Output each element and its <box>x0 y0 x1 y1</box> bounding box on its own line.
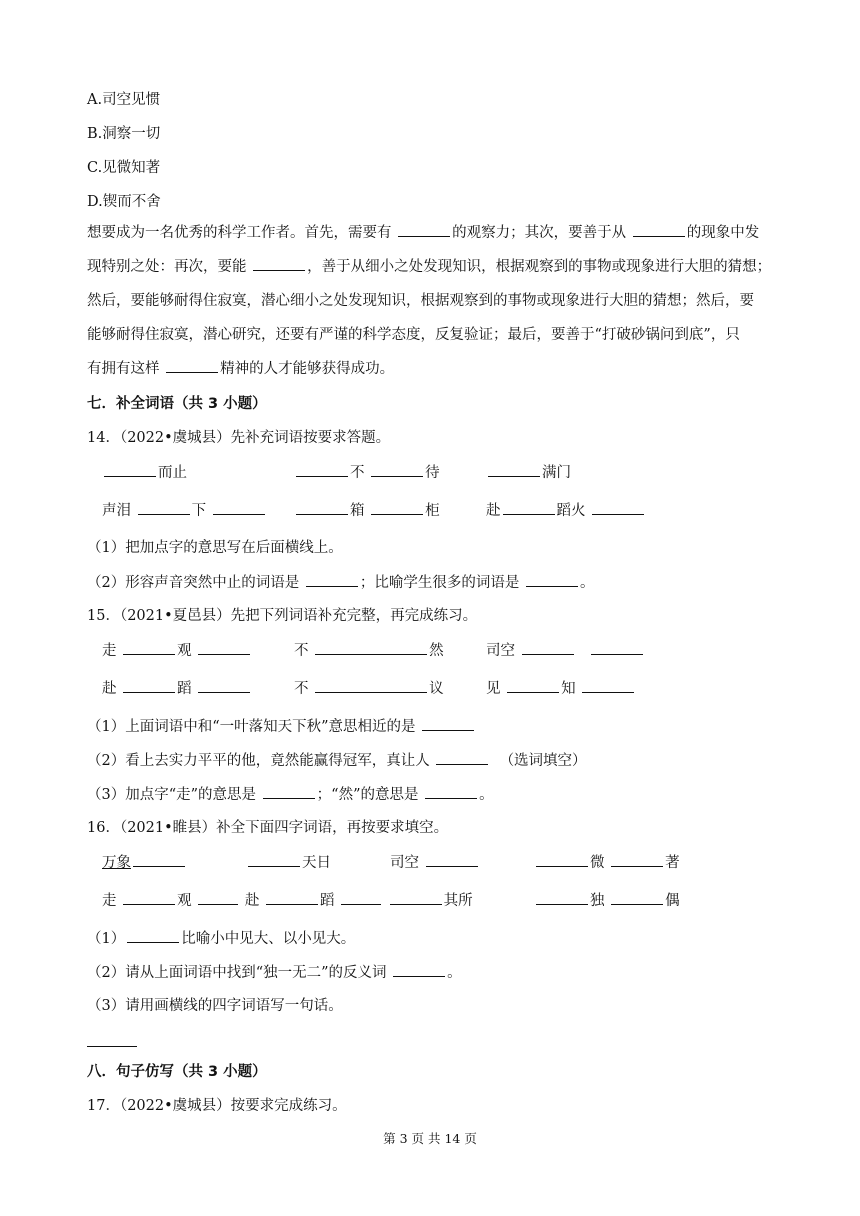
passage-text: 能够耐得住寂寞，潜心研究，还要有严谨的科学态度，反复验证；最后，要善于“打破砂锅问到底”，只 <box>87 327 740 343</box>
fill-blank[interactable] <box>611 852 663 867</box>
sub-question <box>87 572 594 593</box>
sub-question: （1）把加点字的意思写在后面横线上。 <box>87 540 343 556</box>
word-text: 箱 <box>350 503 370 519</box>
sub-question-text: （1）上面词语中和“一叶落知天下秋”意思相近的是 <box>87 719 421 735</box>
fill-blank[interactable] <box>371 462 423 477</box>
word-row <box>102 678 802 698</box>
word-text: 司空 <box>486 643 520 659</box>
fill-blank[interactable] <box>611 890 663 905</box>
word-row <box>102 462 802 482</box>
fill-blank[interactable] <box>198 640 250 655</box>
word-text: 著 <box>665 855 680 871</box>
sub-question-text: （2）看上去实力平平的他，竟然能赢得冠军，真让人 <box>87 753 435 769</box>
word-text: 蹈 <box>319 893 340 909</box>
fill-blank[interactable] <box>213 500 265 515</box>
fill-blank[interactable] <box>266 890 318 905</box>
fill-blank[interactable] <box>253 256 305 271</box>
fill-blank[interactable] <box>133 852 185 867</box>
sub-question-text: 。 <box>579 575 595 591</box>
word-text: 微 <box>590 855 610 871</box>
word-text: 赴 <box>102 681 122 697</box>
underlined-word: 万象 <box>102 855 131 871</box>
option-a: A.司空见惯 <box>87 92 161 108</box>
fill-blank[interactable] <box>315 640 427 655</box>
word-text: 天日 <box>302 855 331 871</box>
word-text: 不 <box>294 643 314 659</box>
fill-blank[interactable] <box>123 640 175 655</box>
fill-blank[interactable] <box>123 890 175 905</box>
sub-question <box>87 962 462 983</box>
passage-text: 的现象中发 <box>686 225 760 241</box>
option-d: D.锲而不舍 <box>87 194 161 210</box>
word-text: 见 <box>486 681 506 697</box>
fill-blank[interactable] <box>296 462 348 477</box>
fill-blank[interactable] <box>127 928 179 943</box>
word-text: 司空 <box>390 855 424 871</box>
fill-blank[interactable] <box>371 500 423 515</box>
fill-blank[interactable] <box>341 890 381 905</box>
sub-question: （3）请用画横线的四字词语写一句话。 <box>87 998 343 1014</box>
passage <box>87 216 777 386</box>
fill-blank[interactable] <box>503 500 555 515</box>
word-text: 走 <box>102 643 122 659</box>
word-text: 其所 <box>443 893 473 909</box>
word-text: 赴 <box>244 893 264 909</box>
fill-blank[interactable] <box>526 572 578 587</box>
question-stem: 14．（2022•虞城县）先补充词语按要求答题。 <box>87 430 391 446</box>
sub-question <box>87 928 355 949</box>
option-c: C.见微知著 <box>87 160 161 176</box>
word-text: 不 <box>350 465 370 481</box>
question-stem: 17．（2022•虞城县）按要求完成练习。 <box>87 1098 347 1114</box>
word-text: 议 <box>429 681 444 697</box>
word-text: 待 <box>425 465 440 481</box>
fill-blank[interactable] <box>398 222 450 237</box>
sub-question <box>87 784 494 805</box>
fill-blank[interactable] <box>436 750 488 765</box>
section-heading: 七．补全词语（共 3 小题） <box>87 396 267 412</box>
fill-blank[interactable] <box>138 500 190 515</box>
passage-text: ，善于从细小之处发现知识，根据观察到的事物或现象进行大胆的猜想； <box>307 259 772 275</box>
fill-blank[interactable] <box>507 678 559 693</box>
fill-blank[interactable] <box>425 784 477 799</box>
fill-blank[interactable] <box>633 222 685 237</box>
word-text: 然 <box>429 643 444 659</box>
passage-text: 想要成为一名优秀的科学工作者。首先，需要有 <box>87 225 397 241</box>
word-text: 不 <box>294 681 314 697</box>
fill-blank[interactable] <box>426 852 478 867</box>
fill-blank[interactable] <box>198 678 250 693</box>
fill-blank[interactable] <box>422 716 474 731</box>
sub-question-text: 比喻小中见大、以小见大。 <box>181 931 356 947</box>
fill-blank[interactable] <box>582 678 634 693</box>
word-text: 观 <box>177 643 197 659</box>
passage-text: 的观察力；其次，要善于从 <box>452 225 631 241</box>
sub-question-text: 。 <box>479 787 494 803</box>
fill-blank[interactable] <box>306 572 358 587</box>
word-row <box>102 890 802 910</box>
fill-blank[interactable] <box>592 500 644 515</box>
option-b: B.洞察一切 <box>87 126 161 142</box>
fill-blank[interactable] <box>393 962 445 977</box>
word-row <box>102 640 802 660</box>
sub-question-text: ；“然”的意思是 <box>316 787 424 803</box>
sub-question <box>87 750 587 771</box>
fill-blank[interactable] <box>536 890 588 905</box>
word-text: 而止 <box>158 465 187 481</box>
sub-question-text: 。 <box>447 965 462 981</box>
sub-question-text: （3）加点字“走”的意思是 <box>87 787 261 803</box>
fill-blank[interactable] <box>198 890 238 905</box>
sub-question-text: （2）请从上面词语中找到“独一无二”的反义词 <box>87 965 392 981</box>
sub-question-text: （1） <box>87 931 126 947</box>
sub-question-text: （2）形容声音突然中止的词语是 <box>87 575 304 591</box>
passage-text: 有拥有这样 <box>87 361 165 377</box>
passage-text: 然后，要能够耐得住寂寞，潜心细小之处发现知识，根据观察到的事物或现象进行大胆的猜想；然后，要 <box>87 293 754 309</box>
fill-blank[interactable] <box>104 462 156 477</box>
fill-blank[interactable] <box>166 358 218 373</box>
word-text: 观 <box>177 893 197 909</box>
sub-question-text: ；比喻学生很多的词语是 <box>359 575 524 591</box>
page-footer: 第 3 页 共 14 页 <box>383 1131 477 1146</box>
question-stem: 15．（2021•夏邑县）先把下列词语补充完整，再完成练习。 <box>87 608 478 624</box>
fill-blank[interactable] <box>248 852 300 867</box>
word-text: 独 <box>590 893 610 909</box>
fill-blank[interactable] <box>296 500 348 515</box>
passage-text: 现特别之处：再次，要能 <box>87 259 252 275</box>
question-stem: 16．（2021•睢县）补全下面四字词语，再按要求填空。 <box>87 820 449 836</box>
word-text: 知 <box>561 681 581 697</box>
word-text: 蹈 <box>177 681 197 697</box>
sub-question-text: （选词填空） <box>499 753 587 769</box>
word-text: 声泪 <box>102 503 136 519</box>
answer-blank[interactable] <box>87 1046 137 1047</box>
fill-blank[interactable] <box>591 640 643 655</box>
word-text: 走 <box>102 893 122 909</box>
word-text: 柜 <box>425 503 440 519</box>
word-text: 蹈火 <box>556 503 591 519</box>
section-heading: 八．句子仿写（共 3 小题） <box>87 1064 267 1080</box>
fill-blank[interactable] <box>123 678 175 693</box>
word-text: 满门 <box>542 465 571 481</box>
passage-text: 精神的人才能够获得成功。 <box>220 361 395 377</box>
word-text: 赴 <box>486 503 501 519</box>
word-text: 下 <box>191 503 211 519</box>
word-row <box>102 852 802 872</box>
fill-blank[interactable] <box>488 462 540 477</box>
sub-question <box>87 716 476 737</box>
fill-blank[interactable] <box>522 640 574 655</box>
word-row <box>102 500 802 520</box>
fill-blank[interactable] <box>315 678 427 693</box>
fill-blank[interactable] <box>390 890 442 905</box>
fill-blank[interactable] <box>536 852 588 867</box>
fill-blank[interactable] <box>263 784 315 799</box>
word-text: 偶 <box>665 893 680 909</box>
